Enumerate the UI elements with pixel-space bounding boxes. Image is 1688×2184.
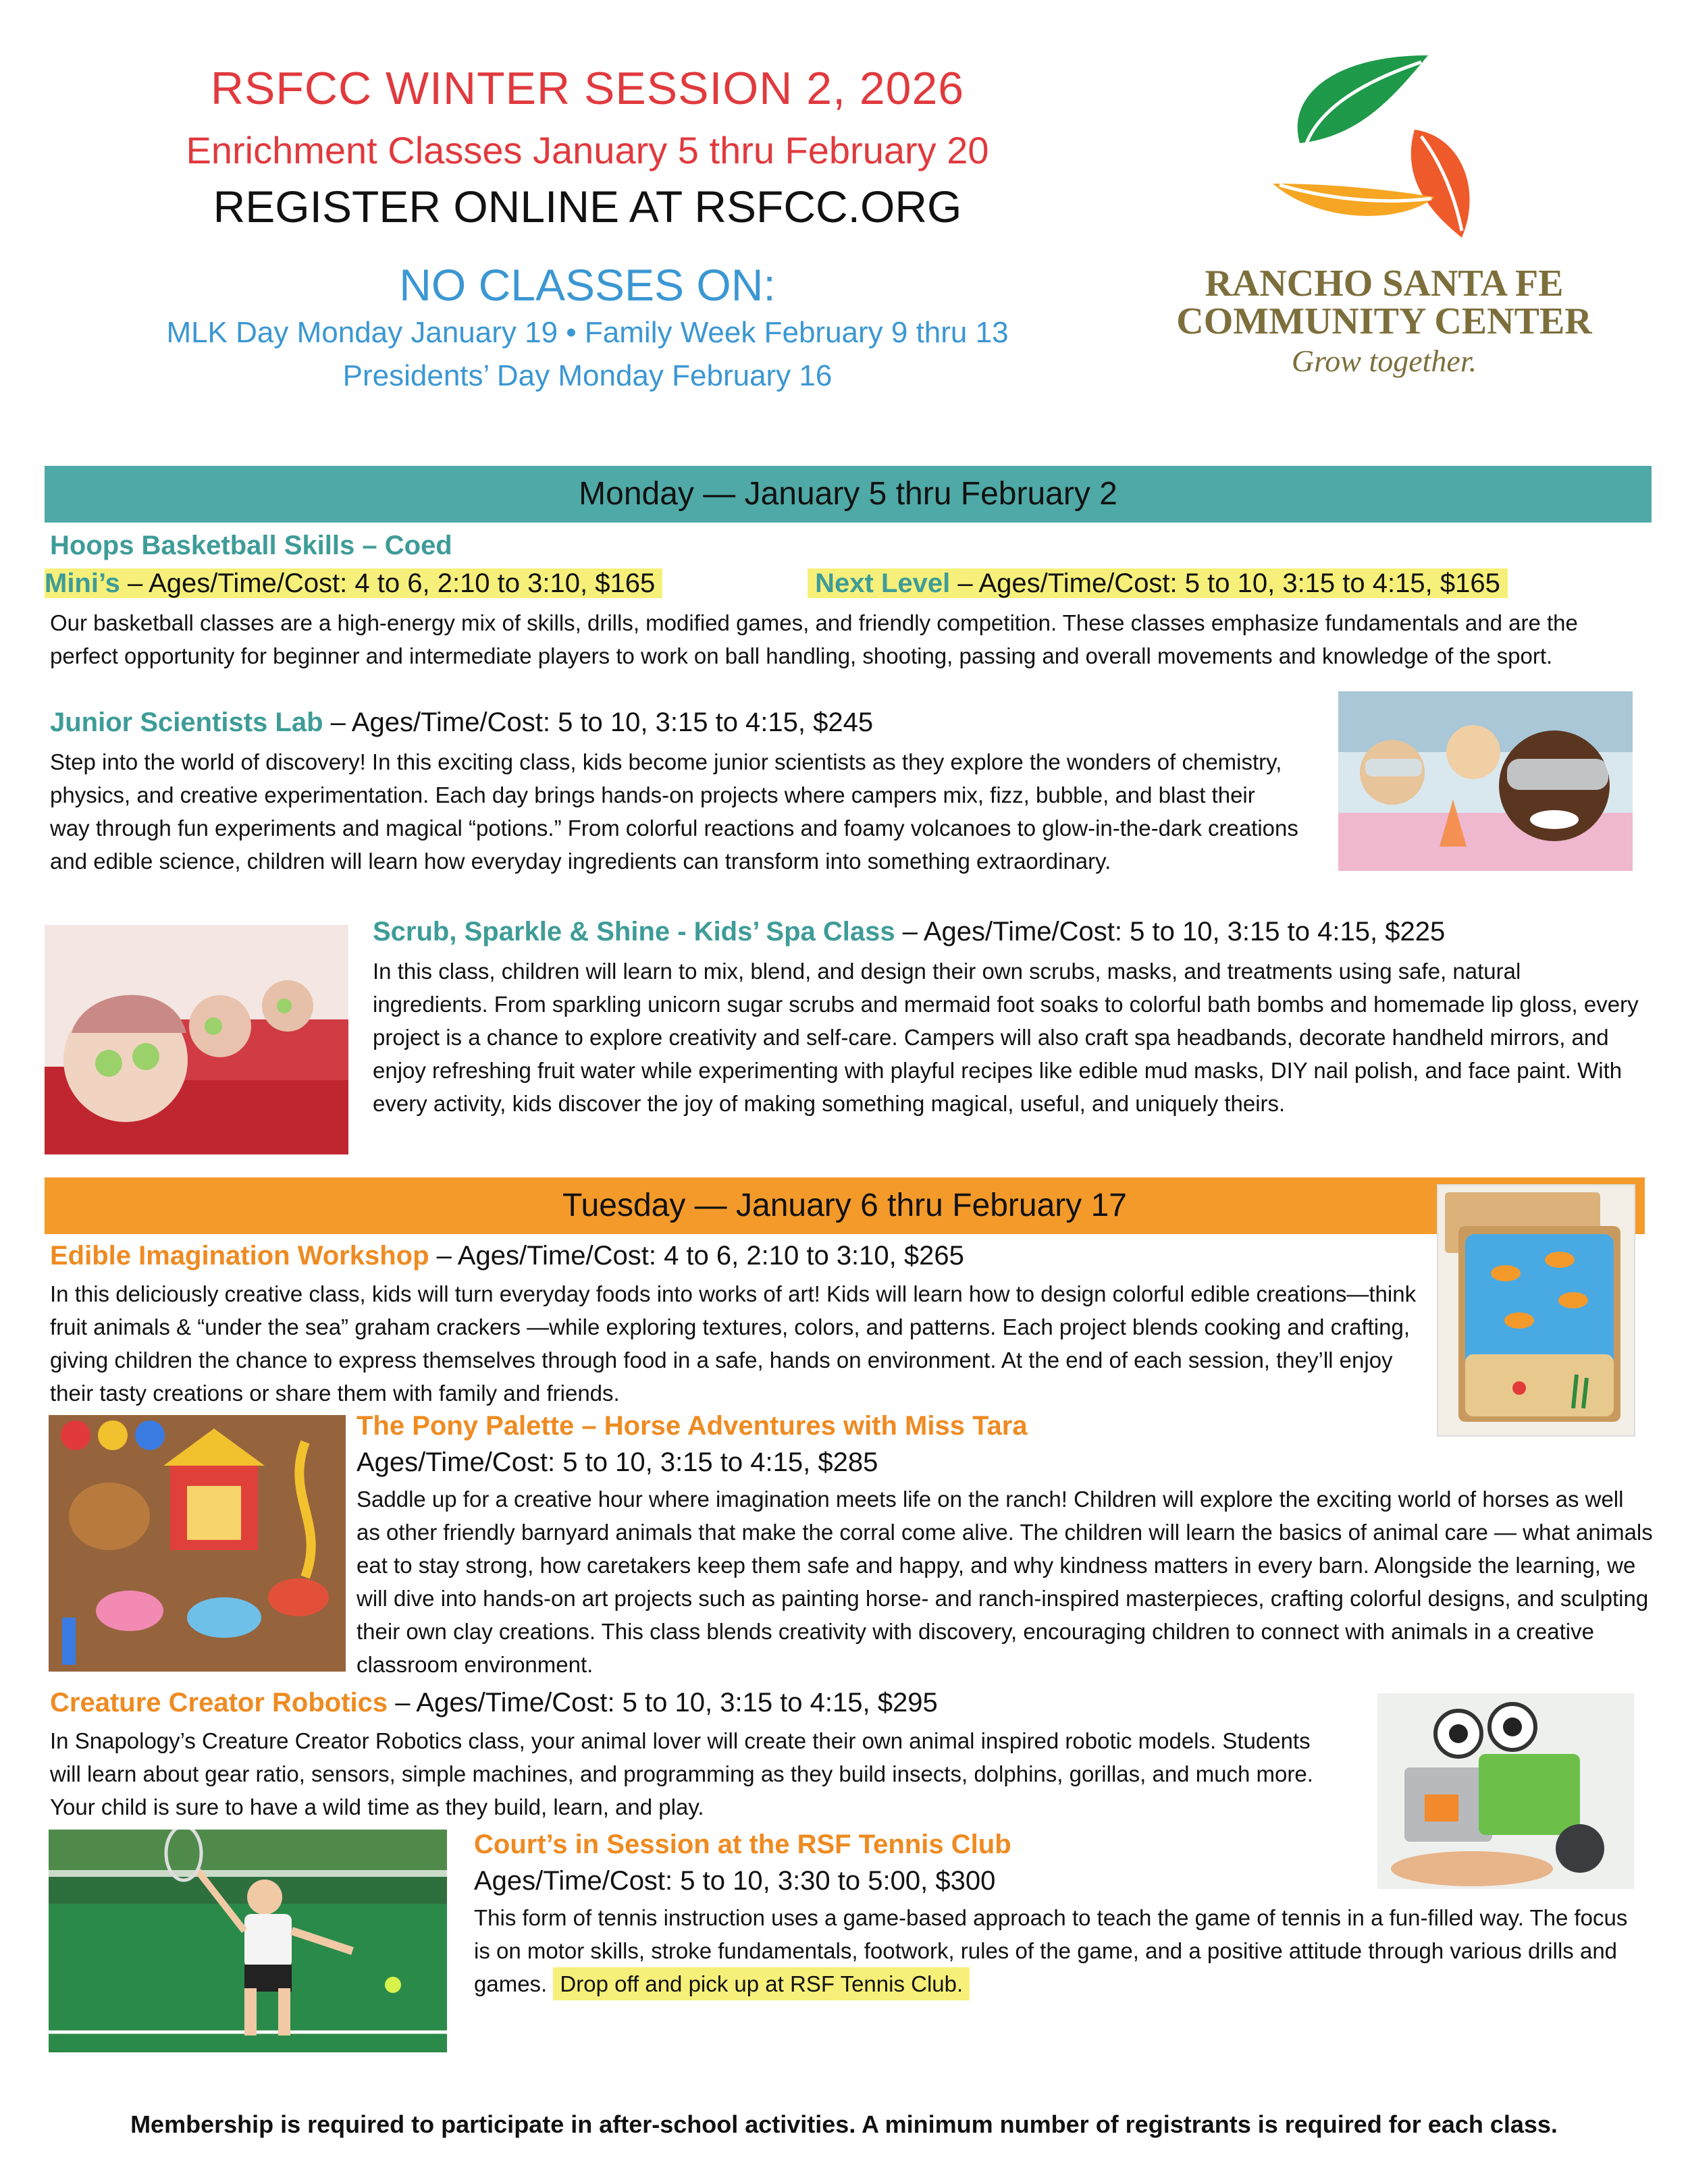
session-dates: Enrichment Classes January 5 thru February 20 xyxy=(186,129,989,171)
tennis-photo xyxy=(49,1830,447,2052)
science-photo xyxy=(1338,691,1633,871)
tennis-title: Court’s in Session at the RSF Tennis Club xyxy=(474,1830,1011,1859)
science-meta: – Ages/Time/Cost: 5 to 10, 3:15 to 4:15, $245 xyxy=(323,708,874,737)
edible-photo xyxy=(1438,1186,1634,1435)
science-description: Step into the world of discovery! In this exciting class, kids become junior scientists as they explore the wonders of chemistry, physics, and creative experimentation. Each day brings hands-on projects where campers mix, fizz, bubble, and blast their way through fun experiments and magical “potions.” From colorful reactions and foamy volcanoes to glow-in-the-dark creations and edible science, children will learn how everyday ingredients can transform into something extraordinary. xyxy=(50,749,1298,874)
page-title: RSFCC WINTER SESSION 2, 2026 xyxy=(210,63,965,114)
hoops-description: Our basketball classes are a high-energy mix of skills, drills, modified games, and friendly competition. These classes emphasize fundamentals and are the perfect opportunity for beginner and intermediate players to work on ball handling, shooting, passing and overall movements and knowledge of the sport. xyxy=(50,610,1578,668)
pony-title: The Pony Palette – Horse Adventures with Miss Tara xyxy=(357,1411,1028,1441)
tuesday-section-header: Tuesday — January 6 thru February 17 xyxy=(45,1177,1645,1234)
pony-photo xyxy=(49,1415,346,1672)
hoops-title: Hoops Basketball Skills – Coed xyxy=(50,531,452,560)
no-classes-heading: NO CLASSES ON: xyxy=(399,260,776,310)
minis-label: Mini’s xyxy=(45,568,120,598)
logo-tagline: Grow together. xyxy=(1291,344,1477,378)
next-level-meta: – Ages/Time/Cost: 5 to 10, 3:15 to 4:15, $165 xyxy=(950,568,1500,598)
edible-meta: – Ages/Time/Cost: 4 to 6, 2:10 to 3:10, $265 xyxy=(429,1241,964,1271)
monday-section-header: Monday — January 5 thru February 2 xyxy=(45,466,1652,523)
pony-meta: Ages/Time/Cost: 5 to 10, 3:15 to 4:15, $285 xyxy=(357,1447,878,1477)
hoops-minis-line xyxy=(45,568,662,599)
robotics-title: Creature Creator Robotics xyxy=(50,1688,388,1717)
spa-title: Scrub, Sparkle & Shine - Kids’ Spa Class xyxy=(373,917,895,947)
robotics-class xyxy=(50,1688,938,1718)
no-classes-line-2: Presidents’ Day Monday February 16 xyxy=(342,359,833,392)
pony-description: Saddle up for a creative hour where imagination meets life on the ranch! Children will explore the exciting world of horses as well as other friendly barnyard animals that make the corral come alive. The children will learn the basics of animal care — what animals eat to stay strong, how caretakers keep them safe and happy, and why kindness matters in every barn. Alongside the learning, we will dive into hands-on art projects such as painting horse- and ranch-inspired masterpieces, crafting colorful designs, and sculpting their own clay creations. This class blends creativity with discovery, encouraging children to connect with animals in a creative classroom environment. xyxy=(357,1487,1653,1677)
footer-note: Membership is required to participate in after-school activities. A minimum number of registrants is required for each class. xyxy=(130,2110,1558,2138)
tennis-desc-text: This form of tennis instruction uses a game-based approach to teach the game of tennis in a fun-filled way. The focus is on motor skills, stroke fundamentals, footwork, rules of the game, and a positive attitude through various drills and games. xyxy=(474,1905,1628,1996)
tennis-description xyxy=(474,1901,1649,2000)
edible-title: Edible Imagination Workshop xyxy=(50,1241,429,1271)
tennis-meta: Ages/Time/Cost: 5 to 10, 3:30 to 5:00, $300 xyxy=(474,1866,996,1896)
edible-class xyxy=(50,1241,964,1271)
hoops-next-level-line xyxy=(808,568,1508,599)
spa-description: In this class, children will learn to mix, blend, and design their own scrubs, masks, and treatments using safe, natural ingredients. From sparkling unicorn sugar scrubs and mermaid foot soaks to colorful bath bombs and homemade lip gloss, every project is a chance to explore creativity and self-care. Campers will also craft spa headbands, decorate handheld mirrors, and enjoy refreshing fruit water while experimenting with playful recipes like edible mud masks, DIY nail polish, and face paint. With every activity, kids discover the joy of making something magical, useful, and uniquely theirs. xyxy=(373,959,1639,1116)
robotics-photo xyxy=(1377,1693,1634,1889)
spa-meta: – Ages/Time/Cost: 5 to 10, 3:15 to 4:15, $225 xyxy=(895,917,1446,947)
robotics-meta: – Ages/Time/Cost: 5 to 10, 3:15 to 4:15, $295 xyxy=(388,1688,938,1717)
tennis-drop-off-note: Drop off and pick up at RSF Tennis Club. xyxy=(553,1967,970,2000)
edible-description: In this deliciously creative class, kids will turn everyday foods into works of art! Kids will learn how to design colorful edible creations—think fruit animals & “under the sea” graham crackers —while exploring textures, colors, and patterns. Each project blends cooking and crafting, giving children the chance to express themselves through food in a safe, hands on environment. At the end of each session, they’ll enjoy their tasty creations or share them with family and friends. xyxy=(50,1281,1417,1406)
logo-name-line-2: COMMUNITY CENTER xyxy=(1176,300,1592,342)
no-classes-line-1: MLK Day Monday January 19 • Family Week February 9 thru 13 xyxy=(166,316,1009,349)
science-class xyxy=(50,708,873,738)
spa-photo xyxy=(45,925,348,1154)
robotics-description: In Snapology’s Creature Creator Robotics class, your animal lover will create their own animal inspired robotic models. Students will learn about gear ratio, sensors, simple machines, and programming as they build insects, dolphins, gorillas, and much more. Your child is sure to have a wild time as they build, learn, and play. xyxy=(50,1728,1313,1819)
science-title: Junior Scientists Lab xyxy=(50,708,323,737)
next-level-label: Next Level xyxy=(815,568,951,598)
logo-name-line-1: RANCHO SANTA FE xyxy=(1205,263,1564,304)
minis-meta: – Ages/Time/Cost: 4 to 6, 2:10 to 3:10, $165 xyxy=(120,568,656,598)
register-notice: REGISTER ONLINE AT RSFCC.ORG xyxy=(213,182,962,232)
leaf-logo-icon xyxy=(1259,42,1489,244)
spa-class xyxy=(373,917,1445,947)
